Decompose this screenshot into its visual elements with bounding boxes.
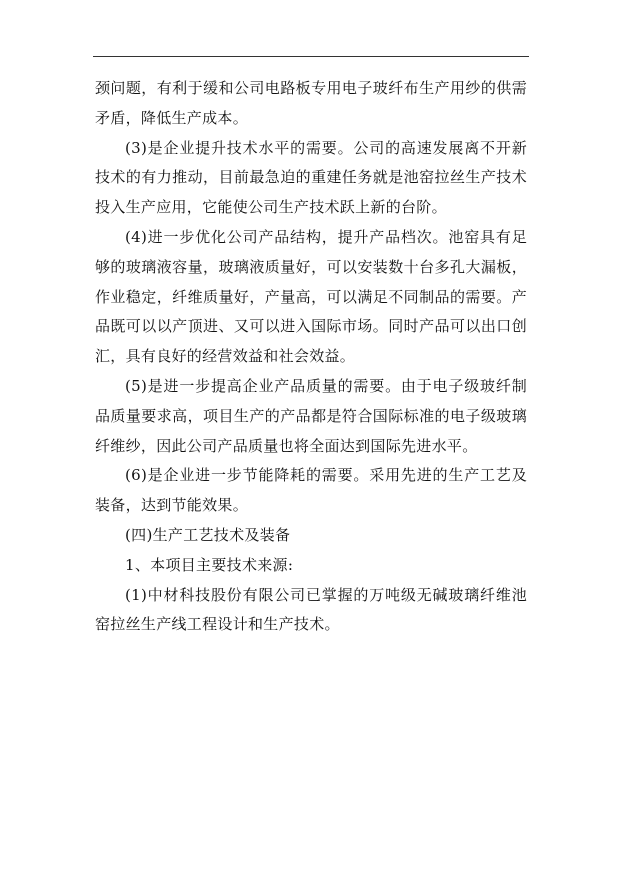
paragraph-item-5: (5)是进一步提高企业产品质量的需要。由于电子级玻纤制品质量要求高，项目生产的产品都是符合国际标准的电子级玻璃纤维纱，因此公司产品质量也将全面达到国际先进水平。 (95, 376, 527, 455)
paragraph-item-4: (4)进一步优化公司产品结构，提升产品档次。池窑具有足够的玻璃液容量，玻璃液质量好，可以安装数十台多孔大漏板，作业稳定，纤维质量好，产量高，可以满足不同制品的需要。产品既可以以产顶进、又可以进入国际市场。同时产品可以出口创汇，具有良好的经营效益和社会效益。 (95, 227, 527, 366)
paragraph-continuation: 颈问题，有利于缓和公司电路板专用电子玻纤布生产用纱的供需矛盾，降低生产成本。 (95, 79, 527, 127)
paragraph-source-1: (1)中材科技股份有限公司已掌握的万吨级无碱玻璃纤维池窑拉丝生产线工程设计和生产技术。 (95, 585, 527, 634)
paragraph-item-3: (3)是企业提升技术水平的需要。公司的高速发展离不开新技术的有力推动，目前最急迫的重建任务就是池窑拉丝生产技术投入生产应用，它能使公司生产技术跃上新的台阶。 (95, 138, 527, 217)
subsection-heading: 1、本项目主要技术来源: (125, 555, 294, 574)
section-heading: (四)生产工艺技术及装备 (125, 525, 291, 544)
document-body (95, 74, 527, 640)
paragraph-item-6: (6)是企业进一步节能降耗的需要。采用先进的生产工艺及装备，达到节能效果。 (95, 466, 527, 515)
header-rule (93, 56, 529, 57)
